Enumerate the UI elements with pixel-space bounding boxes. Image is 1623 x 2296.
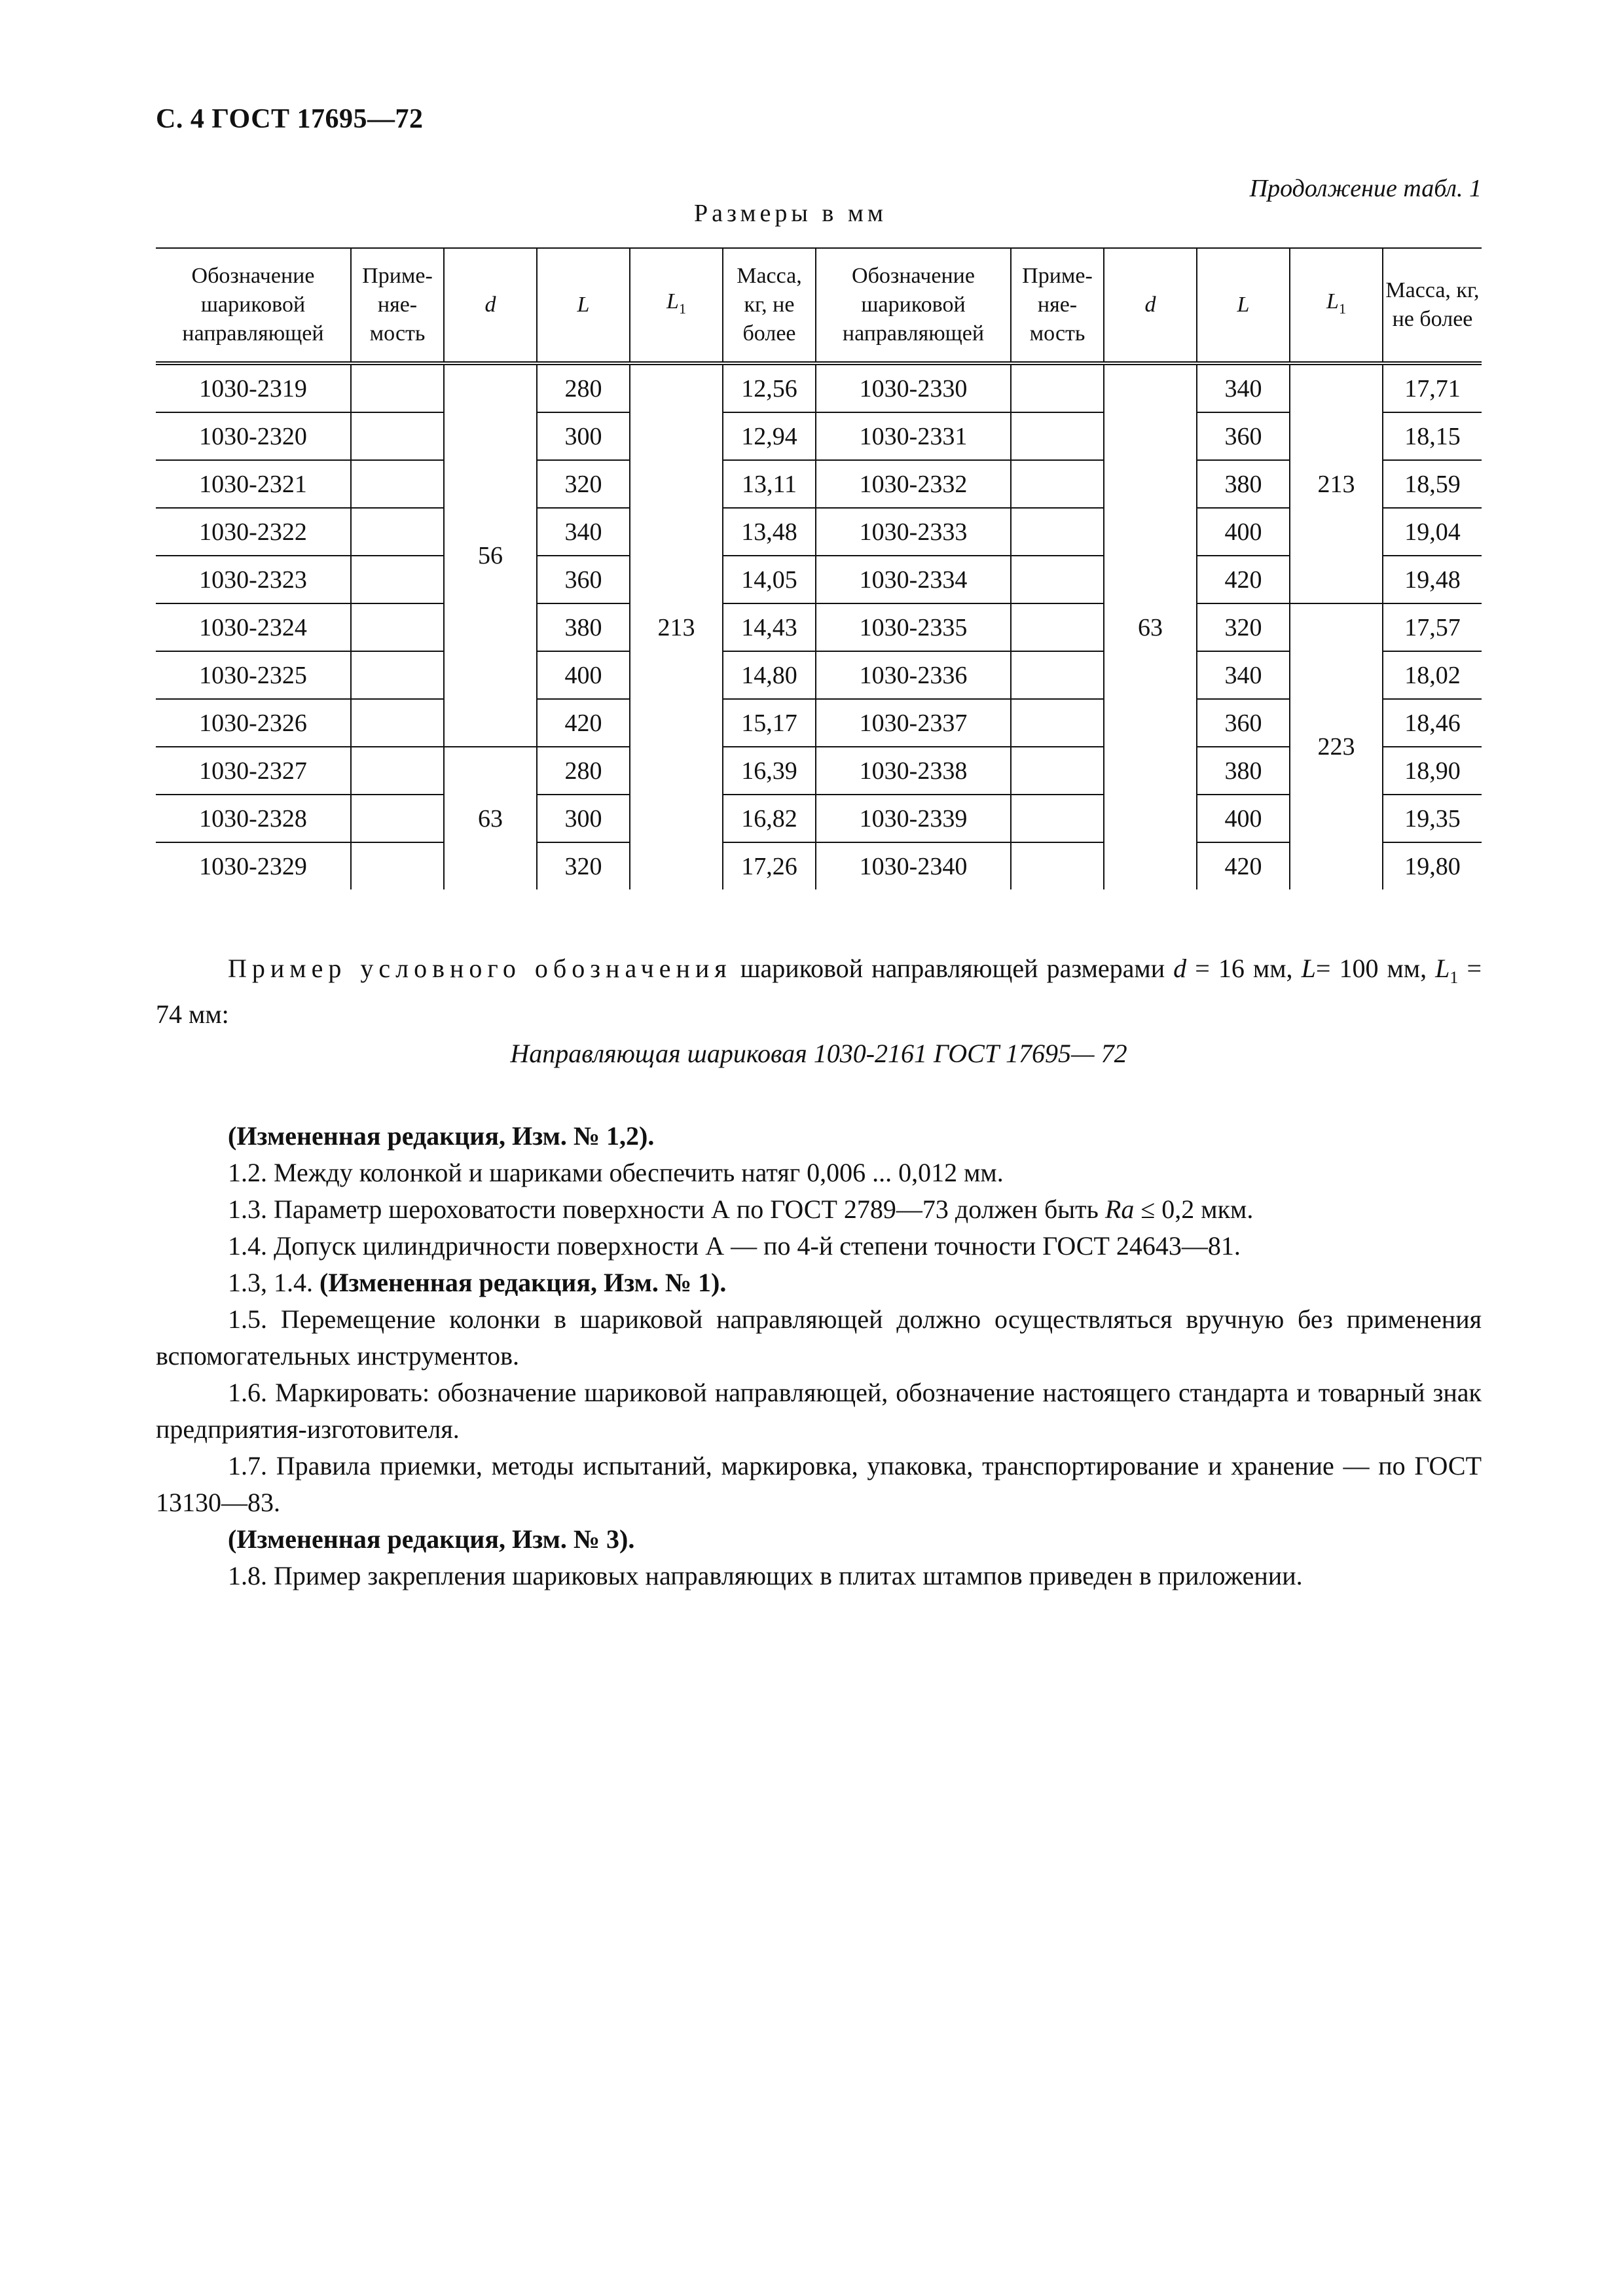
cell-designation-right: 1030-2330 — [816, 363, 1011, 412]
cell-designation: 1030-2327 — [156, 747, 351, 795]
cell-designation-right: 1030-2331 — [816, 412, 1011, 460]
example-L1-symbol: L — [1435, 954, 1450, 983]
cell-mass: 12,56 — [723, 363, 816, 412]
cell-mass-right: 18,90 — [1383, 747, 1482, 795]
table-row — [156, 363, 1482, 412]
cell-designation: 1030-2324 — [156, 603, 351, 651]
cell-L-right: 340 — [1197, 651, 1290, 699]
table-header-row — [156, 248, 1482, 363]
cell-designation: 1030-2326 — [156, 699, 351, 747]
cell-L-right: 320 — [1197, 603, 1290, 651]
cell-designation: 1030-2329 — [156, 842, 351, 889]
example-paragraph — [156, 950, 1482, 1033]
cell-designation-right: 1030-2336 — [816, 651, 1011, 699]
cell-mass: 14,05 — [723, 556, 816, 603]
cell-L: 420 — [537, 699, 630, 747]
table-row — [156, 795, 1482, 842]
table-row — [156, 460, 1482, 508]
cell-L-right: 400 — [1197, 795, 1290, 842]
col-L-header-2: L — [1197, 248, 1290, 363]
example-designation: Направляющая шариковая 1030-2161 ГОСТ 17695— 72 — [510, 1039, 1127, 1068]
col-L1-header — [630, 248, 723, 363]
cell-L: 300 — [537, 795, 630, 842]
paragraph-1-2: 1.2. Между колонкой и шариками обеспечить натяг 0,006 ... 0,012 мм. — [228, 1158, 1004, 1187]
cell-L-right: 380 — [1197, 747, 1290, 795]
table-row — [156, 508, 1482, 556]
cell-applicability — [351, 747, 444, 795]
cell-applicability — [351, 460, 444, 508]
cell-mass: 15,17 — [723, 699, 816, 747]
example-text: шариковой направляющей размерами — [731, 954, 1174, 983]
dimensions-table — [156, 247, 1482, 889]
cell-mass: 17,26 — [723, 842, 816, 889]
cell-applicability-right — [1011, 460, 1104, 508]
example-d-value: = 16 мм, — [1186, 954, 1293, 983]
cell-mass-right: 17,71 — [1383, 363, 1482, 412]
cell-L-right: 360 — [1197, 699, 1290, 747]
cell-mass-right: 18,46 — [1383, 699, 1482, 747]
cell-designation-right: 1030-2334 — [816, 556, 1011, 603]
table-row — [156, 699, 1482, 747]
paragraph-1-6: 1.6. Маркировать: обозначение шариковой направляющей, обозначение настоящего стандарта и товарный знак предприятия-изготовителя. — [156, 1378, 1482, 1444]
dimensions-table-wrap — [156, 247, 1482, 889]
change-note-2-prefix: 1.3, 1.4. — [228, 1268, 319, 1297]
cell-applicability-right — [1011, 412, 1104, 460]
example-L-value: = 100 мм, — [1315, 954, 1436, 983]
cell-applicability — [351, 651, 444, 699]
col-designation-header: Обозначение шариковой направляющей — [156, 248, 351, 363]
cell-designation-right: 1030-2333 — [816, 508, 1011, 556]
cell-L-right: 400 — [1197, 508, 1290, 556]
cell-L: 280 — [537, 747, 630, 795]
cell-L-right: 380 — [1197, 460, 1290, 508]
cell-mass-right: 19,04 — [1383, 508, 1482, 556]
cell-L-right: 420 — [1197, 556, 1290, 603]
change-note-2-bold: (Измененная редакция, Изм. № 1). — [319, 1268, 727, 1297]
cell-applicability — [351, 412, 444, 460]
table-row — [156, 842, 1482, 889]
cell-L-right: 420 — [1197, 842, 1290, 889]
cell-mass: 16,82 — [723, 795, 816, 842]
cell-mass-right: 18,02 — [1383, 651, 1482, 699]
cell-applicability-right — [1011, 363, 1104, 412]
cell-designation-right: 1030-2340 — [816, 842, 1011, 889]
cell-mass-right: 19,80 — [1383, 842, 1482, 889]
paragraph-change-note-3 — [156, 1521, 1482, 1558]
col-L-header: L — [537, 248, 630, 363]
change-note-1-bold: (Измененная редакция, Изм. № 1,2). — [228, 1121, 655, 1151]
cell-designation-right: 1030-2339 — [816, 795, 1011, 842]
cell-designation: 1030-2319 — [156, 363, 351, 412]
cell-applicability-right — [1011, 699, 1104, 747]
cell-d: 56 — [444, 363, 537, 747]
cell-L1-right: 213 — [1290, 363, 1383, 603]
cell-L: 380 — [537, 603, 630, 651]
cell-mass: 14,43 — [723, 603, 816, 651]
paragraph-change-note-1 — [156, 1118, 1482, 1155]
cell-L-right: 360 — [1197, 412, 1290, 460]
cell-L: 360 — [537, 556, 630, 603]
col-d-header-2: d — [1104, 248, 1197, 363]
example-lead: Пример условного обозначения — [228, 954, 732, 983]
cell-applicability — [351, 508, 444, 556]
cell-designation-right: 1030-2332 — [816, 460, 1011, 508]
cell-applicability-right — [1011, 842, 1104, 889]
cell-L: 400 — [537, 651, 630, 699]
cell-applicability — [351, 699, 444, 747]
cell-designation-right: 1030-2335 — [816, 603, 1011, 651]
cell-designation: 1030-2320 — [156, 412, 351, 460]
paragraph-1-3 — [156, 1191, 1482, 1228]
cell-designation-right: 1030-2337 — [816, 699, 1011, 747]
p13-ra: Ra — [1104, 1194, 1135, 1224]
cell-mass: 16,39 — [723, 747, 816, 795]
col-L1-header-2 — [1290, 248, 1383, 363]
col-d-header: d — [444, 248, 537, 363]
cell-designation: 1030-2325 — [156, 651, 351, 699]
paragraph-1-4: 1.4. Допуск цилиндричности поверхности А — по 4-й степени точности ГОСТ 24643—81. — [228, 1231, 1241, 1261]
col-applicability-header-2: Приме- няе- мость — [1011, 248, 1104, 363]
cell-L: 340 — [537, 508, 630, 556]
cell-applicability-right — [1011, 508, 1104, 556]
body-paragraphs — [156, 1118, 1482, 1594]
p13-tail: ≤ 0,2 мкм. — [1134, 1194, 1254, 1224]
cell-d: 63 — [444, 747, 537, 889]
example-L1-subscript: 1 — [1450, 968, 1459, 987]
col-designation-header-2: Обозначение шариковой направляющей — [816, 248, 1011, 363]
cell-L: 320 — [537, 842, 630, 889]
cell-applicability — [351, 363, 444, 412]
p13-text: 1.3. Параметр шероховатости поверхности А по ГОСТ 2789—73 должен быть — [228, 1194, 1105, 1224]
cell-applicability-right — [1011, 651, 1104, 699]
paragraph-change-note-2 — [156, 1265, 1482, 1301]
cell-L-right: 340 — [1197, 363, 1290, 412]
cell-mass-right: 17,57 — [1383, 603, 1482, 651]
table-row — [156, 603, 1482, 651]
cell-L1: 213 — [630, 363, 723, 889]
cell-designation: 1030-2323 — [156, 556, 351, 603]
col-mass-header-2: Масса, кг, не более — [1383, 248, 1482, 363]
cell-designation: 1030-2328 — [156, 795, 351, 842]
cell-applicability — [351, 556, 444, 603]
cell-applicability-right — [1011, 747, 1104, 795]
cell-applicability — [351, 795, 444, 842]
cell-applicability-right — [1011, 603, 1104, 651]
table-row — [156, 556, 1482, 603]
cell-mass: 14,80 — [723, 651, 816, 699]
cell-mass-right: 18,59 — [1383, 460, 1482, 508]
cell-mass: 13,48 — [723, 508, 816, 556]
cell-mass: 12,94 — [723, 412, 816, 460]
cell-mass-right: 19,48 — [1383, 556, 1482, 603]
cell-mass: 13,11 — [723, 460, 816, 508]
cell-mass-right: 18,15 — [1383, 412, 1482, 460]
cell-L: 300 — [537, 412, 630, 460]
units-caption: Размеры в мм — [694, 200, 887, 227]
cell-L: 280 — [537, 363, 630, 412]
paragraph-1-7: 1.7. Правила приемки, методы испытаний, маркировка, упаковка, транспортирование и хранение — по ГОСТ 13130—83. — [156, 1451, 1482, 1517]
cell-L1-right: 223 — [1290, 603, 1383, 889]
cell-designation-right: 1030-2338 — [816, 747, 1011, 795]
paragraph-1-5: 1.5. Перемещение колонки в шариковой направляющей должно осуществляться вручную без применения вспомогательных инструментов. — [156, 1304, 1482, 1371]
L1-symbol: L — [666, 289, 679, 314]
L1-subscript-2: 1 — [1338, 300, 1346, 317]
table-row — [156, 651, 1482, 699]
cell-d-right: 63 — [1104, 363, 1197, 889]
page-header: С. 4 ГОСТ 17695—72 — [156, 104, 424, 134]
L1-symbol-2: L — [1326, 289, 1339, 314]
col-mass-header: Масса, кг, не более — [723, 248, 816, 363]
example-L1-value: = 74 мм: — [156, 954, 1482, 1029]
cell-applicability — [351, 842, 444, 889]
cell-applicability-right — [1011, 795, 1104, 842]
table-row — [156, 412, 1482, 460]
cell-mass-right: 19,35 — [1383, 795, 1482, 842]
cell-designation: 1030-2321 — [156, 460, 351, 508]
change-note-3-bold: (Измененная редакция, Изм. № 3). — [228, 1524, 635, 1554]
example-L-symbol: L — [1301, 954, 1316, 983]
table-continuation-caption: Продолжение табл. 1 — [1249, 175, 1482, 202]
example-d-symbol: d — [1173, 954, 1187, 983]
L1-subscript: 1 — [678, 300, 686, 317]
cell-applicability — [351, 603, 444, 651]
col-applicability-header: Приме- няе- мость — [351, 248, 444, 363]
cell-L: 320 — [537, 460, 630, 508]
cell-designation: 1030-2322 — [156, 508, 351, 556]
cell-applicability-right — [1011, 556, 1104, 603]
paragraph-1-8: 1.8. Пример закрепления шариковых направляющих в плитах штампов приведен в приложении. — [228, 1561, 1303, 1590]
table-row — [156, 747, 1482, 795]
